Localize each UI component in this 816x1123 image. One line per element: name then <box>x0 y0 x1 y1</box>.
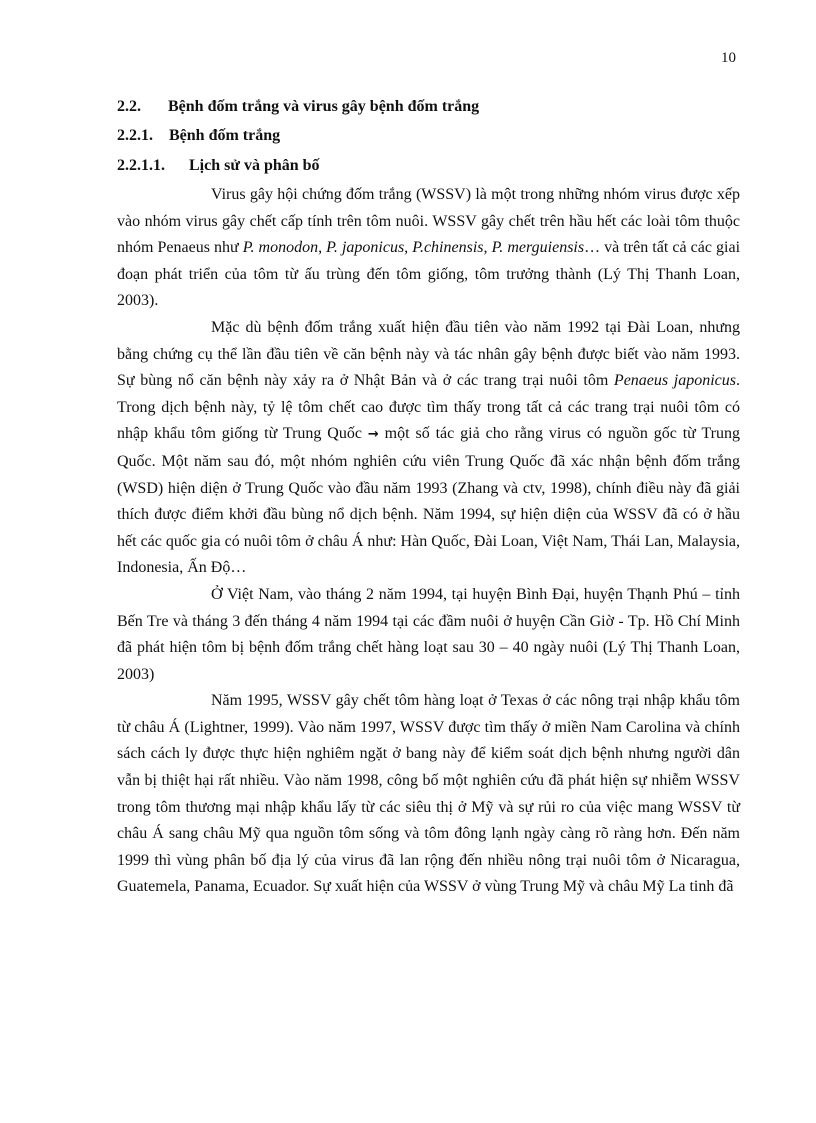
section-heading <box>117 92 740 122</box>
text-run: Virus gây hội chứng đốm trắng (WSSV) là một trong những nhóm virus được xếp vào nhóm virus gây chết cấp tính trên tôm nuôi. WSSV gây chết trên hầu hết các loài tôm thuộc nhóm Penaeus như <box>117 186 740 257</box>
right-arrow-icon: → <box>367 427 379 443</box>
paragraph-vietnam: Ở Việt Nam, vào tháng 2 năm 1994, tại huyện Bình Đại, huyện Thạnh Phú – tỉnh Bến Tre và tháng 3 đến tháng 4 năm 1994 tại các đầm nuôi ở huyện Cần Giờ - Tp. Hồ Chí Minh đã phát hiện tôm bị bệnh đốm trắng chết hàng loạt sau 30 – 40 ngày nuôi (Lý Thị Thanh Loan, 2003) <box>117 585 740 683</box>
paragraph-history-intro <box>117 182 740 315</box>
paragraph-origin <box>117 315 740 582</box>
text-run: một số tác giả cho rằng virus có nguồn gốc từ Trung Quốc. Một năm sau đó, một nhóm nghiên cứu viên Trung Quốc đã xác nhận bệnh đốm trắng (WSD) hiện diện ở Trung Quốc vào đầu năm 1993 (Zhang và ctv, 1998), chính điều này đã giải thích được điểm khởi đầu bùng nổ dịch bệnh. Năm 1994, sự hiện diện của WSSV đã có ở hầu hết các quốc gia có nuôi tôm ở châu Á như: Hàn Quốc, Đài Loan, Việt Nam, Thái Lan, Malaysia, Indonesia, Ấn Độ… <box>117 425 741 577</box>
paragraph-americas: Năm 1995, WSSV gây chết tôm hàng loạt ở Texas ở các nông trại nhập khẩu tôm từ châu Á (Lightner, 1999). Vào năm 1997, WSSV được tìm thấy ở miền Nam Carolina và chính sách cách ly được thực hiện nghiêm ngặt ở bang này để kiểm soát dịch bệnh nhưng người dân vẫn bị thiệt hại rất nhiều. Vào năm 1998, công bố một nghiên cứu đã phát hiện sự nhiễm WSSV trong tôm thương mại nhập khẩu lấy từ các siêu thị ở Mỹ và sự rủi ro của việc mang WSSV từ châu Á sang châu Mỹ qua nguồn tôm sống và tôm đông lạnh ngày càng rõ ràng hơn. Đến năm 1999 thì vùng phân bố địa lý của virus đã lan rộng đến nhiều nông trại nuôi tôm ở Nicaragua, Guatemela, Panama, Ecuador. Sự xuất hiện của WSSV ở vùng Trung Mỹ và châu Mỹ La tinh đã <box>117 692 740 896</box>
subsection-title: Bệnh đốm trắng <box>169 127 281 144</box>
subsubsection-number: 2.2.1.1. <box>117 157 165 174</box>
text-run: … và trên tất cả các giai đoạn phát triển của tôm từ ấu trùng đến tôm giống, tôm trưởng thành (Lý Thị Thanh Loan, 2003). <box>117 239 741 310</box>
subsection-heading: 2.2.1. Bệnh đốm trắng <box>117 122 740 152</box>
subsubsection-title: Lịch sử và phân bố <box>189 157 320 174</box>
text-run: . Trong dịch bệnh này, tỷ lệ tôm chết cao được tìm thấy trong tất cả các trang trại nuôi tôm có nhập khẩu tôm giống từ Trung Quốc <box>117 372 740 443</box>
subsubsection-heading <box>117 152 740 182</box>
text-run: Mặc dù bệnh đốm trắng xuất hiện đầu tiên vào năm 1992 tại Đài Loan, nhưng bằng chứng cụ thể lần đầu tiên về căn bệnh này và tác nhân gây bệnh được biết vào năm 1993. Sự bùng nổ căn bệnh này xảy ra ở Nhật Bản và ở các trang trại nuôi tôm <box>117 318 740 390</box>
species-names: P. monodon, P. japonicus, P.chinensis, P. merguiensis <box>242 239 585 257</box>
document-body <box>117 92 740 901</box>
page-number: 10 <box>721 50 736 66</box>
species-name: Penaeus japonicus <box>613 372 736 390</box>
section-number: 2.2. <box>117 98 141 115</box>
section-title: Bệnh đốm trắng và virus gây bệnh đốm trắng <box>168 98 480 115</box>
